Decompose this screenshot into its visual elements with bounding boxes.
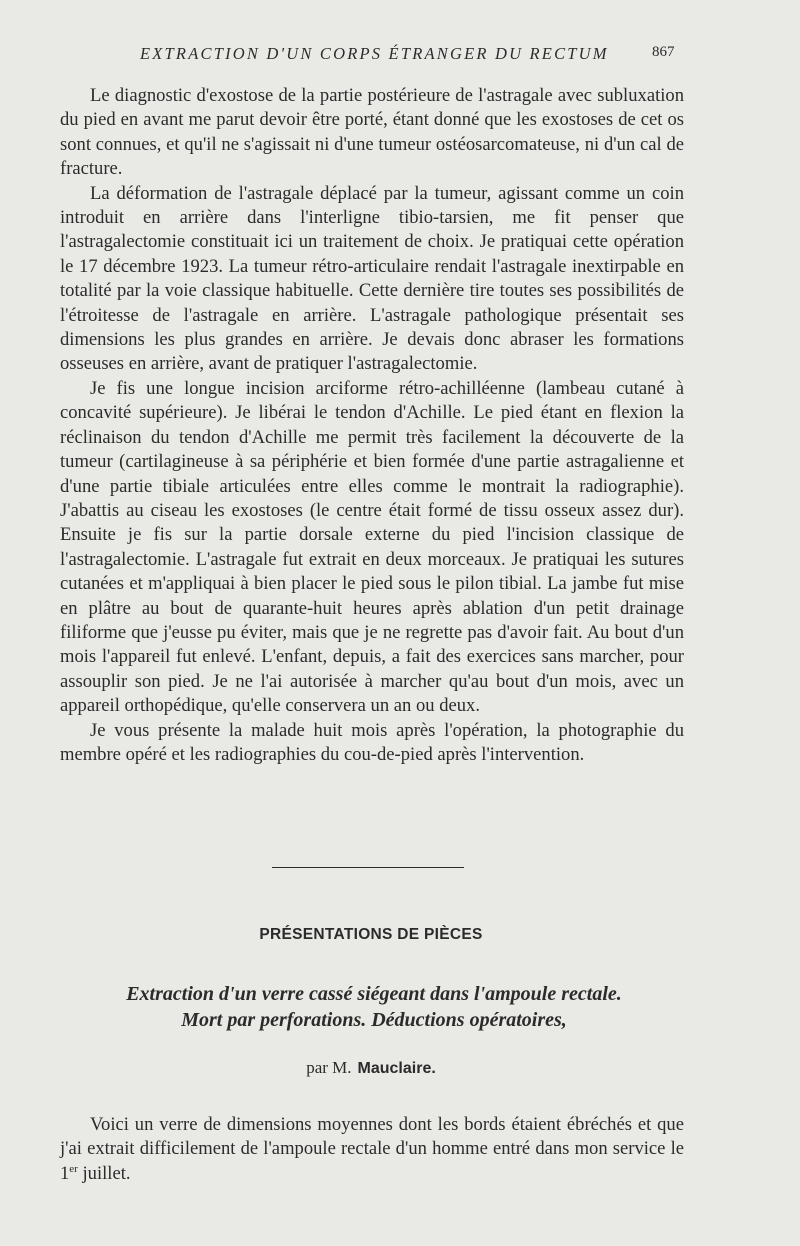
running-head-title: EXTRACTION D'UN CORPS ÉTRANGER DU RECTUM (140, 44, 609, 63)
byline-prefix: par M. (306, 1058, 352, 1077)
article-body (60, 1113, 684, 1186)
running-head (0, 44, 800, 74)
paragraph-text: Voici un verre de dimensions moyennes dont les bords étaient ébréchés et que j'ai extrait difficilement de l'ampoule rectale d'un homme entré dans mon service le 1 (60, 1114, 684, 1184)
section-title: PRÉSENTATIONS DE PIÈCES (259, 926, 483, 943)
paragraph-text-end: juillet. (77, 1162, 131, 1184)
paragraph: Le diagnostic d'exostose de la partie postérieure de l'astragale avec subluxation du pied en avant me parut devoir être porté, étant donné que les exostoses de cet os sont connues, et qu'il ne s'agissait ni d'une tumeur ostéosarcomateuse, ni d'un cal de fracture. (60, 85, 684, 180)
paragraph: Je vous présente la malade huit mois après l'opération, la photographie du membre opéré et les radiographies du cou-de-pied après l'intervention. (60, 719, 684, 765)
article-title-line: Mort par perforations. Déductions opératoires, (181, 1009, 567, 1031)
body-text (60, 84, 684, 767)
paragraph: Je fis une longue incision arciforme rétro-achilléenne (lambeau cutané à concavité supérieure). Je libérai le tendon d'Achille. Le pied étant en flexion la réclinaison du tendon d'Achille me permit très facilement la découverte de la tumeur (cartilagineuse à sa périphérie et bien formée d'une partie astragalienne et d'une partie tibiale articulées entre elles comme le montrait la radiographie). J'abattis au ciseau les exostoses (le centre était formé de tissu osseux assez dur). Ensuite je fis sur la partie dorsale externe du pied l'incision classique de l'astragalectomie. L'astragale fut extrait en deux morceaux. Je pratiquai les sutures cutanées et m'appliquai à bien placer le pied sous le pilon tibial. La jambe fut mise en plâtre au bout de quarante-huit heures après ablation d'un petit drainage filiforme que j'eusse pu éviter, mais que je ne regrette pas d'avoir fait. Au bout d'un mois l'appareil fut enlevé. L'enfant, depuis, a fait des exercices sans marcher, pour assouplir son pied. Je ne l'ai autorisée à marcher qu'au bout d'un mois, avec un appareil orthopédique, qu'elle conservera un an ou deux. (60, 377, 684, 717)
paragraph: La déformation de l'astragale déplacé par la tumeur, agissant comme un coin introduit en arrière dans l'interligne tibio-tarsien, me fit penser que l'astragalectomie constituait ici un traitement de choix. Je pratiquai cette opération le 17 décembre 1923. La tumeur rétro-articulaire rendait l'astragale inextirpable en totalité par la voie classique habituelle. Cette dernière tire toutes ses possibilités de l'étroitesse de l'astragale en arrière. L'astragale pathologique présentait ses dimensions les plus grandes en arrière. Je devais donc abraser les formations osseuses en arrière, avant de pratiquer l'astragalectomie. (60, 182, 684, 375)
article-title (56, 981, 692, 1033)
ordinal-superscript: er (69, 1162, 78, 1175)
author-name: Mauclaire. (357, 1060, 436, 1077)
byline (0, 1058, 742, 1078)
page-number: 867 (652, 44, 675, 60)
section-divider (272, 867, 464, 868)
paragraph (60, 1113, 684, 1186)
article-title-line: Extraction d'un verre cassé siégeant dans l'ampoule rectale. (126, 983, 622, 1005)
